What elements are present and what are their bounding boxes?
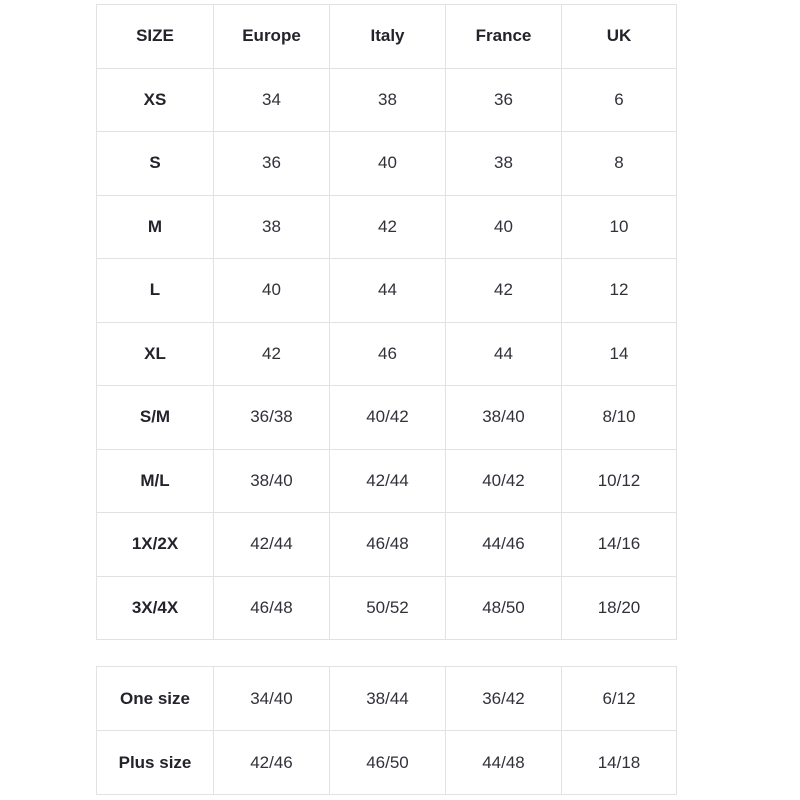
cell-france: 36/42 [446,667,562,731]
cell-europe: 40 [214,259,330,323]
table-row [97,195,677,259]
cell-france: 42 [446,259,562,323]
table-row [97,68,677,132]
cell-uk: 18/20 [562,576,677,640]
cell-uk: 8/10 [562,386,677,450]
column-header-france: France [446,5,562,69]
cell-europe: 38/40 [214,449,330,513]
one-size-table [96,666,677,795]
column-header-italy: Italy [330,5,446,69]
row-label: M [97,195,214,259]
table-row [97,667,677,731]
cell-europe: 42/46 [214,731,330,795]
cell-uk: 12 [562,259,677,323]
cell-france: 40/42 [446,449,562,513]
cell-europe: 42 [214,322,330,386]
row-label: M/L [97,449,214,513]
cell-europe: 38 [214,195,330,259]
cell-uk: 14 [562,322,677,386]
cell-italy: 46/48 [330,513,446,577]
row-label: XL [97,322,214,386]
table-row [97,386,677,450]
cell-italy: 42/44 [330,449,446,513]
cell-italy: 40/42 [330,386,446,450]
cell-italy: 46/50 [330,731,446,795]
cell-uk: 8 [562,132,677,196]
row-label: Plus size [97,731,214,795]
cell-italy: 40 [330,132,446,196]
cell-italy: 42 [330,195,446,259]
cell-france: 36 [446,68,562,132]
table-row [97,513,677,577]
cell-france: 48/50 [446,576,562,640]
cell-italy: 46 [330,322,446,386]
cell-uk: 10 [562,195,677,259]
row-label: 1X/2X [97,513,214,577]
table-row [97,731,677,795]
cell-france: 38/40 [446,386,562,450]
cell-uk: 14/16 [562,513,677,577]
cell-europe: 34/40 [214,667,330,731]
cell-italy: 38/44 [330,667,446,731]
table-row [97,132,677,196]
cell-europe: 46/48 [214,576,330,640]
table-header-row [97,5,677,69]
cell-france: 40 [446,195,562,259]
table-row [97,322,677,386]
cell-france: 44/46 [446,513,562,577]
cell-uk: 6/12 [562,667,677,731]
cell-uk: 6 [562,68,677,132]
column-header-size: SIZE [97,5,214,69]
cell-europe: 36/38 [214,386,330,450]
table-row [97,576,677,640]
cell-europe: 34 [214,68,330,132]
row-label: S/M [97,386,214,450]
column-header-uk: UK [562,5,677,69]
row-label: L [97,259,214,323]
cell-uk: 14/18 [562,731,677,795]
cell-italy: 44 [330,259,446,323]
table-row [97,259,677,323]
cell-france: 44/48 [446,731,562,795]
table-row [97,449,677,513]
cell-uk: 10/12 [562,449,677,513]
cell-italy: 38 [330,68,446,132]
row-label: S [97,132,214,196]
cell-europe: 42/44 [214,513,330,577]
cell-france: 44 [446,322,562,386]
column-header-europe: Europe [214,5,330,69]
size-conversion-table [96,4,677,640]
cell-france: 38 [446,132,562,196]
cell-italy: 50/52 [330,576,446,640]
row-label: XS [97,68,214,132]
cell-europe: 36 [214,132,330,196]
row-label: 3X/4X [97,576,214,640]
row-label: One size [97,667,214,731]
